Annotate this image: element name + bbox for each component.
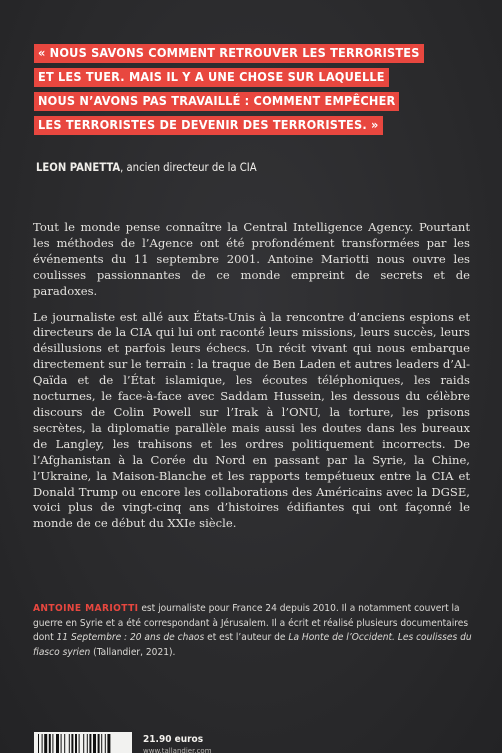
book-title: La Honte de l’Occident. Les coulisses du fiasco syrien bbox=[33, 632, 472, 658]
author-bio bbox=[33, 602, 473, 660]
attribution-name: LEON PANETTA bbox=[36, 161, 121, 174]
barcode-bar bbox=[75, 734, 77, 753]
barcode-bar bbox=[101, 734, 102, 753]
barcode-bar bbox=[49, 734, 51, 753]
pull-quote bbox=[34, 44, 420, 140]
barcode-bar bbox=[61, 734, 62, 753]
publisher-website: www.tallandier.com bbox=[143, 747, 212, 753]
attribution-role: , ancien directeur de la CIA bbox=[120, 161, 257, 174]
quote-line: LES TERRORISTES DE DEVENIR DES TERRORISTES. » bbox=[34, 116, 383, 135]
bio-text: (Tallandier, 2021). bbox=[90, 646, 176, 658]
blurb bbox=[33, 220, 470, 542]
barcode-bar bbox=[79, 734, 80, 753]
barcode-bar bbox=[52, 734, 53, 753]
quote-line: « NOUS SAVONS COMMENT RETROUVER LES TERRORISTES bbox=[34, 44, 424, 63]
barcode bbox=[34, 732, 132, 753]
barcode-bar bbox=[87, 734, 88, 753]
barcode-bar bbox=[56, 734, 59, 753]
blurb-paragraph-1: Tout le monde pense connaître la Central Intelligence Agency. Pourtant les méthodes de l’Agence ont été profondément transformées par les événements du 11 septembre 2001. Antoine Mariotti nous ouvre les coulisses passionnantes de ce monde empreint de secrets et de paradoxes. bbox=[33, 220, 470, 298]
barcode-bar bbox=[93, 734, 96, 753]
bio-text: et est l’auteur de bbox=[204, 632, 289, 644]
barcode-bar bbox=[98, 734, 100, 753]
barcode-bar bbox=[83, 734, 84, 753]
barcode-bar bbox=[69, 734, 70, 753]
barcode-graphic bbox=[34, 732, 132, 753]
barcode-bar bbox=[89, 734, 91, 753]
barcode-bar bbox=[44, 734, 47, 753]
bio-text: est journaliste pour France 24 depuis 2010. Il a notamment couvert la guerre en Syrie et a été correspondant à Jérusalem. Il a écrit et réalisé plusieurs documentaires dont bbox=[33, 603, 469, 644]
barcode-bar bbox=[107, 734, 110, 753]
quote-line: NOUS N’AVONS PAS TRAVAILLÉ : COMMENT EMPÊCHER bbox=[34, 92, 399, 111]
blurb-paragraph-2: Le journaliste est allé aux États-Unis à la rencontre d’anciens espions et directeurs de la CIA qui lui ont raconté leurs missions, leurs succès, leurs désillusions et parfois leurs échecs. Un récit vivant qui nous embarque directement sur le terrain : la traque de Ben Laden et autres leaders d’Al-Qaïda et de l’État islamique, les écoutes téléphoniques, les raids nocturnes, le face-à-face avec Saddam Hussein, les dessous du célèbre discours de Colin Powell sur l’Irak à l’ONU, la torture, les prisons secrètes, la diplomatie parallèle mais aussi les doutes dans les bureaux de Langley, les trahisons et les ordres politiquement incorrects. De l’Afghanistan à la Corée du Nord en passant par la Syrie, la Chine, l’Ukraine, la Maison-Blanche et les rapports tempétueux entre la CIA et Donald Trump ou encore les collaborations des Américains avec la DGSE, voici plus de vingt-cinq ans d’histoires édifiantes qui ont façonné le monde de ce début du XXIe siècle. bbox=[33, 309, 470, 531]
quote-line: ET LES TUER. MAIS IL Y A UNE CHOSE SUR LAQUELLE bbox=[34, 68, 389, 87]
author-name: ANTOINE MARIOTTI bbox=[33, 603, 139, 614]
barcode-bar bbox=[105, 734, 106, 753]
barcode-bar bbox=[64, 734, 65, 753]
quote-attribution bbox=[36, 161, 257, 174]
barcode-bar bbox=[38, 734, 39, 753]
barcode-bar bbox=[42, 734, 43, 753]
documentary-title: 11 Septembre : 20 ans de chaos bbox=[56, 632, 205, 644]
price: 21.90 euros bbox=[143, 734, 204, 745]
barcode-bar bbox=[71, 734, 73, 753]
